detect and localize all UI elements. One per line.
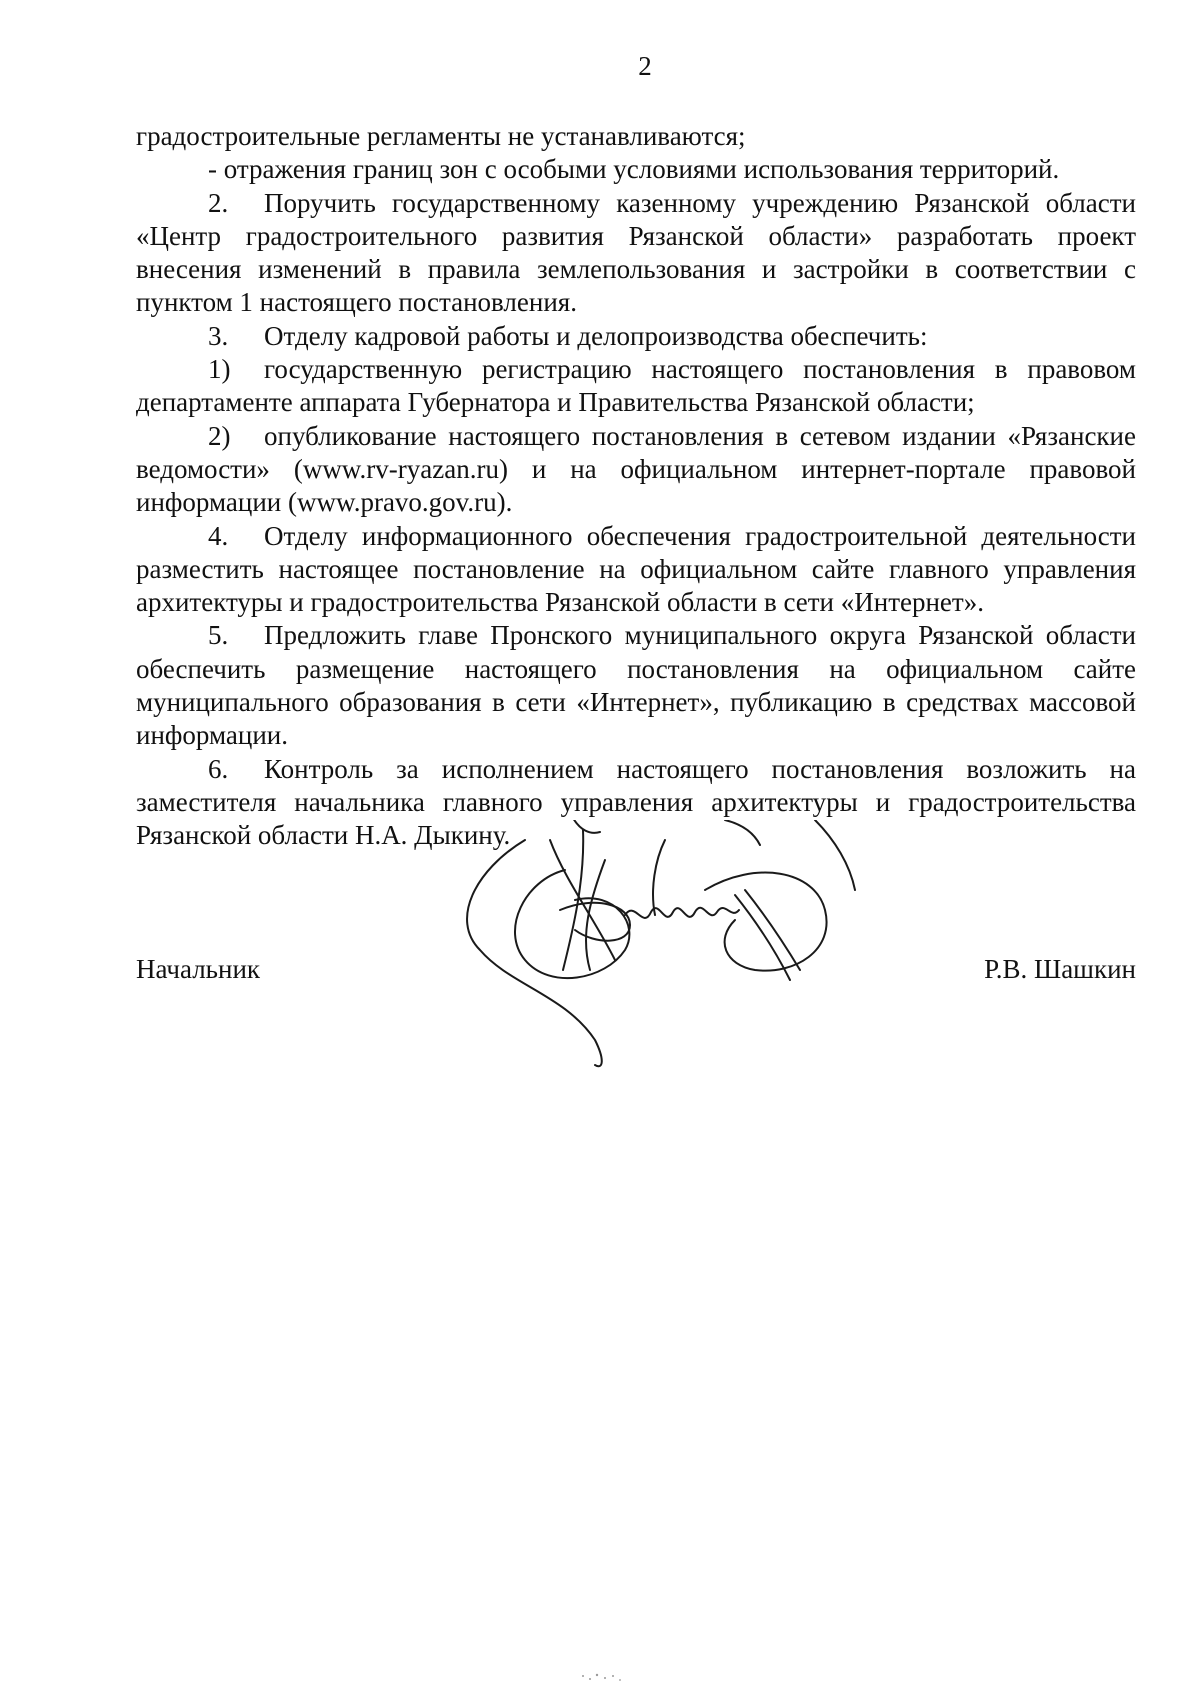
- paragraph-text: Предложить главе Пронского муниципального округа Рязанской области обеспечить размещение настоящего постановления на официальном сайте муниципального образования в сети «Интернет», публикацию в средствах массовой информации.: [136, 620, 1136, 751]
- paragraph-subitem-2: [136, 420, 1136, 520]
- paragraph-text: Отделу кадровой работы и делопроизводства обеспечить:: [264, 320, 928, 351]
- paragraph-item-dash: [136, 153, 1136, 186]
- handwritten-signature: [455, 820, 935, 1080]
- paragraph-text: - отражения границ зон с особыми условиями использования территорий.: [208, 154, 1060, 185]
- paragraph-item-2: [136, 187, 1136, 320]
- item-number: 3.: [208, 320, 229, 351]
- paragraph-text: Контроль за исполнением настоящего постановления возложить на заместителя начальника главного управления архитектуры и градостроительства Рязанской области Н.А. Дыкину.: [136, 753, 1136, 851]
- paragraph-text: государственную регистрацию настоящего постановления в правовом департаменте аппарата Губернатора и Правительства Рязанской области;: [136, 354, 1136, 418]
- paragraph-text: Отделу информационного обеспечения градостроительной деятельности разместить настоящее постановление на официальном сайте главного управления архитектуры и градостроительства Рязанской области в сети «Интернет».: [136, 520, 1136, 618]
- paragraph-continuation: [136, 120, 1136, 153]
- item-number: 2): [208, 420, 231, 451]
- document-body: [136, 120, 1136, 853]
- paragraph-text: градостроительные регламенты не устанавливаются;: [136, 121, 746, 151]
- signatory-title: Начальник: [136, 954, 261, 984]
- paragraph-text: Поручить государственному казенному учреждению Рязанской области «Центр градостроительного развития Рязанской области» разработать проект внесения изменений в правила землепользования и застройки в соответствии с пунктом 1 настоящего постановления.: [136, 187, 1136, 318]
- item-number: 6.: [208, 753, 229, 784]
- item-number: 4.: [208, 520, 229, 551]
- signatory-name: Р.В. Шашкин: [984, 954, 1136, 984]
- scan-artifact: [575, 1670, 635, 1684]
- paragraph-item-3: [136, 320, 1136, 353]
- paragraph-subitem-1: [136, 353, 1136, 420]
- signature-block: [136, 953, 1136, 993]
- paragraph-item-4: [136, 520, 1136, 620]
- page-number: 2: [638, 51, 652, 81]
- paragraph-item-5: [136, 619, 1136, 752]
- paragraph-text: опубликование настоящего постановления в сетевом издании «Рязанские ведомости» (www.rv-ryazan.ru) и на официальном интернет-портале правовой информации (www.pravo.gov.ru).: [136, 420, 1136, 518]
- item-number: 5.: [208, 620, 229, 651]
- item-number: 1): [208, 354, 231, 385]
- item-number: 2.: [208, 187, 229, 218]
